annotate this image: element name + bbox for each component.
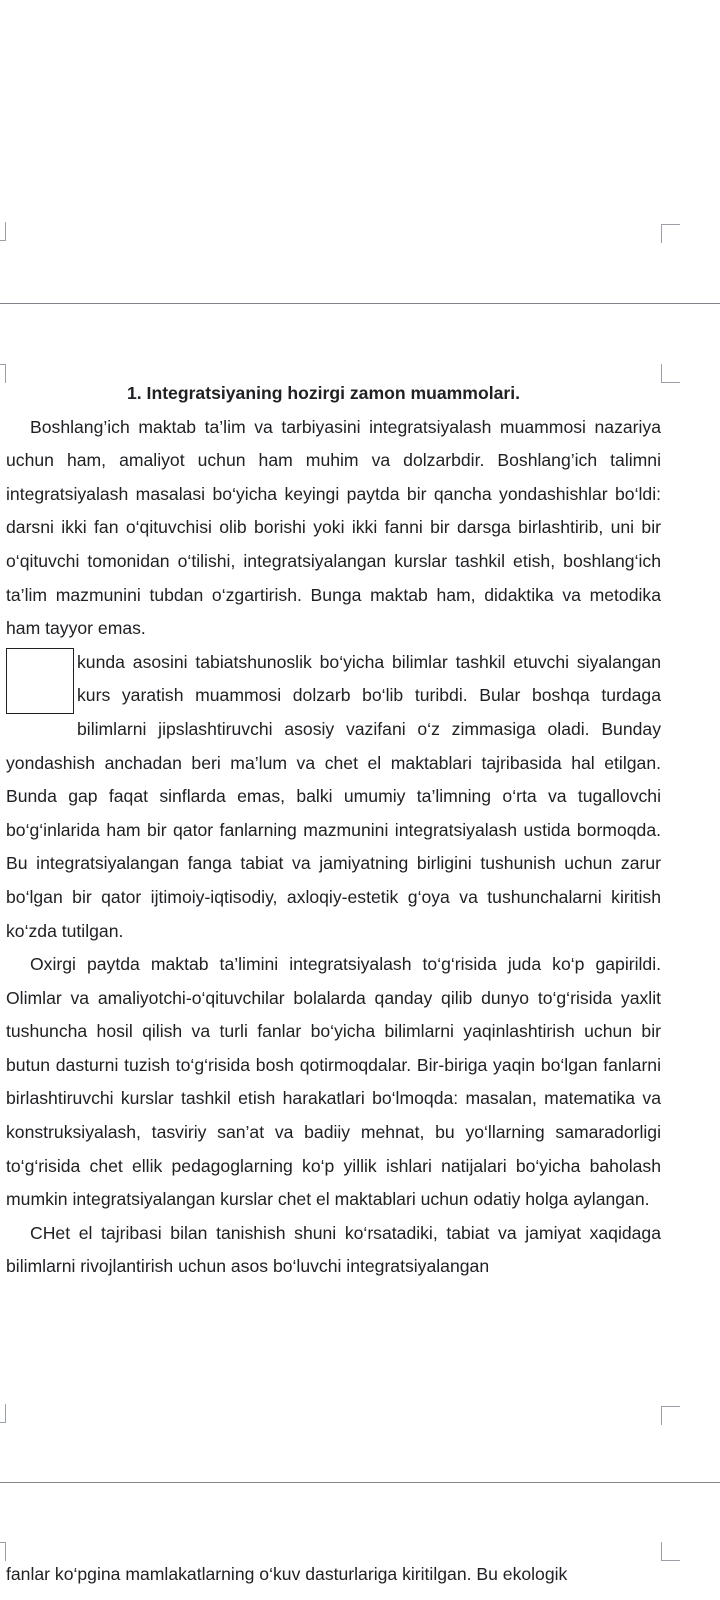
paragraph: Boshlang’ich maktab ta’lim va tarbiyasini integratsiyalash muammosi nazariya uchun ham, amaliyot uchun ham muhim va dolzarbdir. Boshlang’ich talimni integratsiyalash masalasi bo‘yicha keyingi paytda bir qancha yondashishlar bo‘ldi: darsni ikki fan o‘qituvchisi olib borishi yoki ikki fanni bir darsga birlashtirib, uni bir o‘qituvchi tomonidan o‘tilishi, integratsiyalangan kurslar tashkil etish, boshlang‘ich ta’lim mazmunini tubdan o‘zgartirish. Bunga maktab ham, didaktika va metodika ham tayyor emas. [6,416,661,639]
paragraph-text: kunda asosini tabiatshunoslik bo‘yicha bilimlar tashkil etuvchi siyalangan kurs yaratish muammosi dolzarb bo‘lib turibdi. Bular boshqa turdaga bilimlarni jipslashtiruvchi asosiy vazifani o‘z zimmasiga oladi. Bunday yondashish anchadan beri ma’lum va chet el maktablari tajribasida hal etilgan. Bunda gap faqat sinflarda emas, balki umumiy ta’limning o‘rta va tugallovchi bo‘g‘inlarida ham bir qator fanlarning mazmunini integratsiyalash ustida bormoqda. Bu integratsiyalangan fanga tabiat va jamiyatning birligini tushunish uchun zarur bo‘lgan bir qator ijtimoiy-iqtisodiy, axloqiy-estetik g‘oya va tushunchalarni kiritish ko‘zda tutilgan. [6,651,661,941]
image-placeholder[interactable] [6,648,74,714]
page-separator [0,1482,720,1483]
document-page-2 [6,1558,661,1592]
crop-mark-top-right [661,364,680,383]
paragraph: CHet el tajribasi bilan tanishish shuni ko‘rsatadiki, tabiat va jamiyat xaqidaga bilimlarni rivojlantirish uchun asos bo‘luvchi integratsiyalangan [6,1222,661,1277]
crop-mark-bottom-right [661,224,680,243]
crop-mark-bottom-left [0,1404,6,1423]
crop-mark-top-right [661,1542,680,1561]
crop-mark-bottom-left [0,222,6,241]
paragraph-with-figure [6,646,661,948]
section-heading: 1. Integratsiyaning hozirgi zamon muammolari. [127,383,520,403]
crop-mark-bottom-right [661,1406,680,1425]
document-page [6,377,661,1284]
paragraph-line: fanlar ko‘pgina mamlakatlarning o‘kuv dasturlariga kiritilgan. Bu ekologik [6,1564,568,1584]
paragraph: Oxirgi paytda maktab ta’limini integratsiyalash to‘g‘risida juda ko‘p gapirildi. Olimlar va amaliyotchi-o‘qituvchilar bolalarda qanday qilib dunyo to‘g‘risida yaxlit tushuncha hosil qilish va turli fanlar bo‘yicha bilimlarni yaqinlashtirish uchun bir butun dasturni tuzish to‘g‘risida bosh qotirmoqdalar. Bir-biriga yaqin bo‘lgan fanlarni birlashtiruvchi kurslar tashkil etish harakatlari bo‘lmoqda: masalan, matematika va konstruksiyalash, tasviriy san’at va badiiy mehnat, bu yo‘llarning samaradorligi to‘g‘risida chet ellik pedagoglarning ko‘p yillik ishlari natijalari bo‘yicha baholash mumkin integratsiyalangan kurslar chet el maktablari uchun odatiy holga aylangan. [6,954,661,1210]
page-separator [0,303,720,304]
